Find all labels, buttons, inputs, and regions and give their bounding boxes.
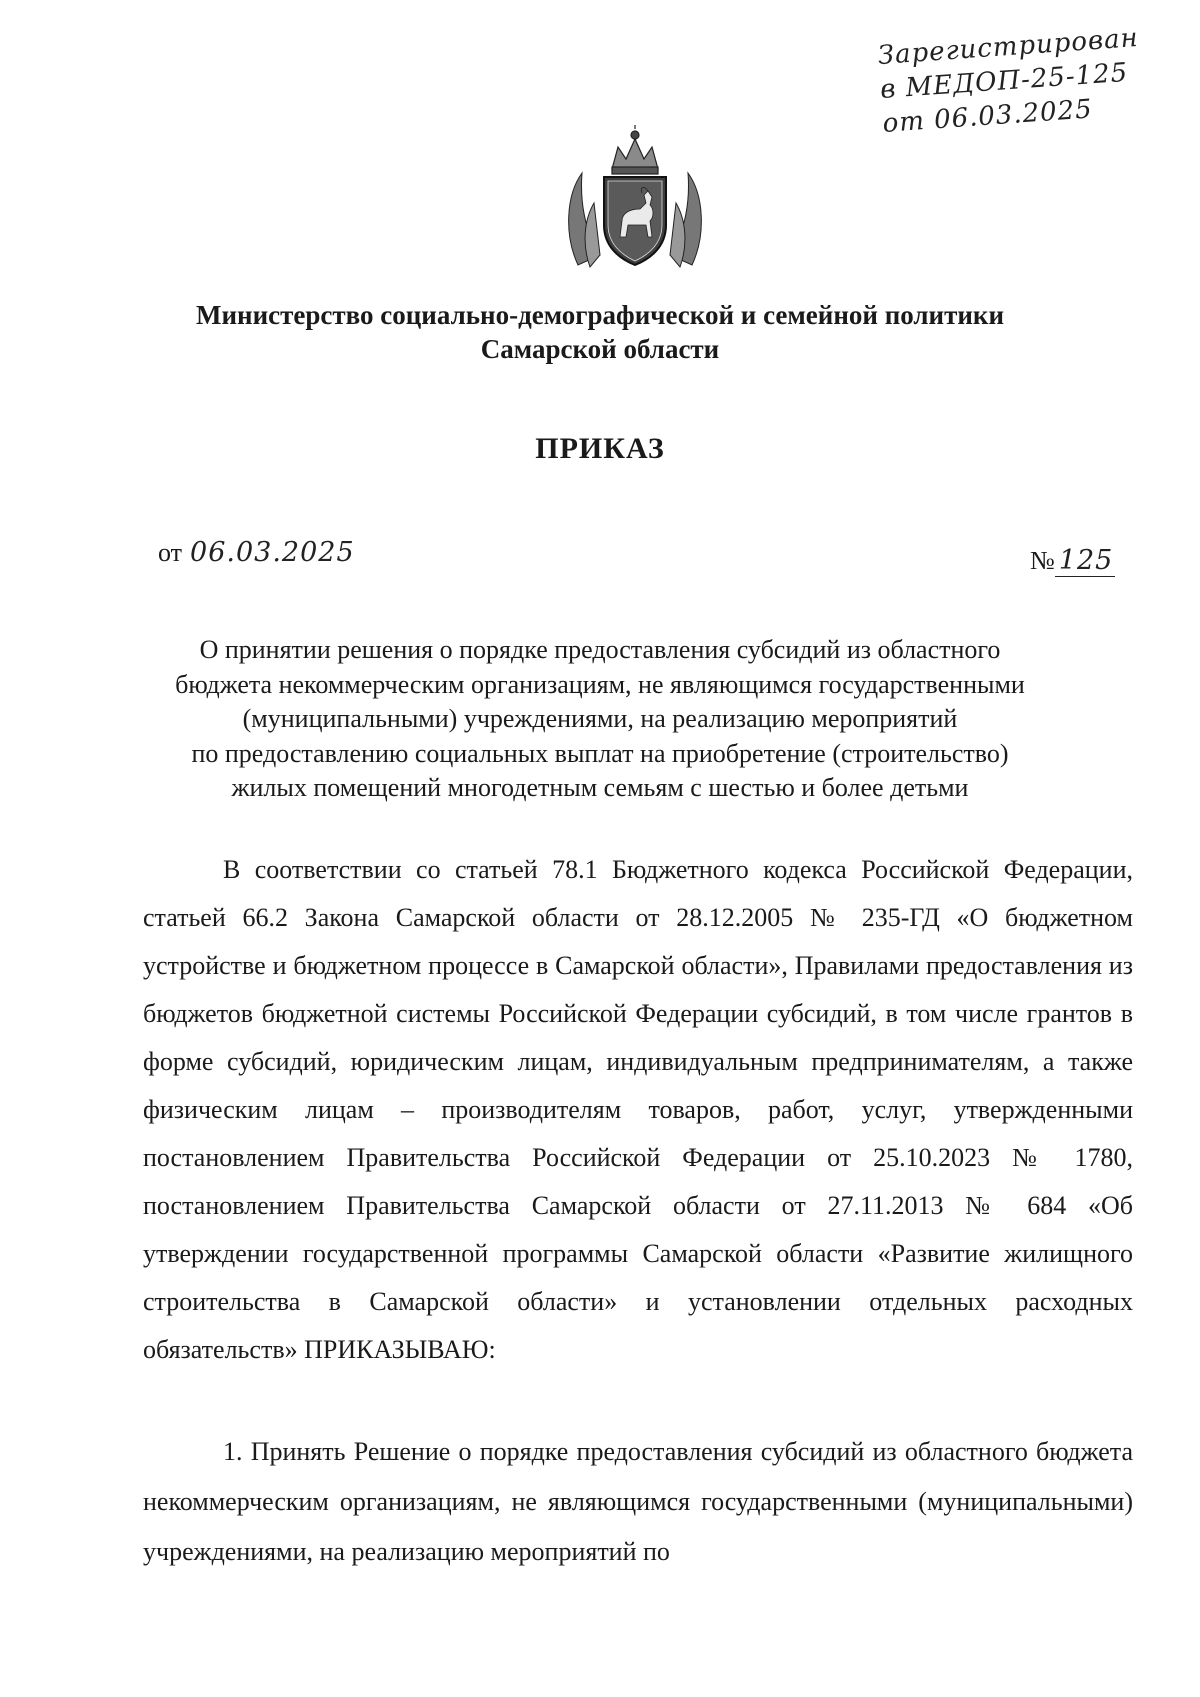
subject-line1: О принятии решения о порядке предоставления субсидий из областного bbox=[199, 635, 1001, 664]
coat-of-arms-icon bbox=[560, 125, 710, 275]
subject-line2: бюджета некоммерческим организациям, не являющимся государственными bbox=[175, 669, 1025, 699]
registration-handwritten-note bbox=[877, 21, 1143, 141]
document-type-title: ПРИКАЗ bbox=[535, 432, 665, 465]
registration-note-line2: в МЕДОП-25-125 bbox=[879, 57, 1130, 106]
subject-line5: жилых помещений многодетным семьям с шестью и более детьми bbox=[231, 773, 969, 802]
date-value: 06.03.2025 bbox=[190, 537, 355, 568]
number-value: 125 bbox=[1055, 545, 1115, 577]
order-subject bbox=[100, 633, 1100, 806]
body-paragraph-preamble: В соответствии со статьей 78.1 Бюджетного кодекса Российской Федерации, статьей 66.2 Закона Самарской области от 28.12.2005 № 235-ГД «О бюджетном устройстве и бюджетном процессе в Самарской области», Правилами предоставления из бюджетов бюджетной системы Российской Федерации субсидий, в том числе грантов в форме субсидий, юридическим лицам, индивидуальным предпринимателям, а также физическим лицам – производителям товаров, работ, услуг, утвержденными постановлением Правительства Российской Федерации от 25.10.2023 № 1780, постановлением Правительства Самарской области от 27.11.2013 № 684 «Об утверждении государственной программы Самарской области «Развитие жилищного строительства в Самарской области» и установлении отдельных расходных обязательств» ПРИКАЗЫВАЮ: bbox=[143, 855, 1133, 1364]
ministry-name-line2: Самарской области bbox=[480, 334, 720, 364]
order-number bbox=[1030, 545, 1115, 577]
number-prefix: № bbox=[1030, 546, 1055, 575]
subject-line4: по предоставлению социальных выплат на приобретение (строительство) bbox=[191, 738, 1009, 768]
body-paragraph-item-1: 1. Принять Решение о порядке предоставления субсидий из областного бюджета некоммерческим организациям, не являющимся государственными (муниципальными) учреждениями, на реализацию мероприятий по bbox=[143, 1437, 1133, 1566]
order-date bbox=[158, 537, 355, 568]
subject-line3: (муниципальными) учреждениями, на реализацию мероприятий bbox=[242, 704, 958, 733]
ministry-heading bbox=[100, 298, 1100, 366]
date-prefix: от bbox=[158, 538, 183, 567]
registration-note-line1: Зарегистрирован bbox=[876, 22, 1140, 72]
registration-note-line3: от 06.03.2025 bbox=[881, 94, 1094, 139]
ministry-name-line1: Министерство социально-демографической и семейной политики bbox=[195, 300, 1005, 330]
